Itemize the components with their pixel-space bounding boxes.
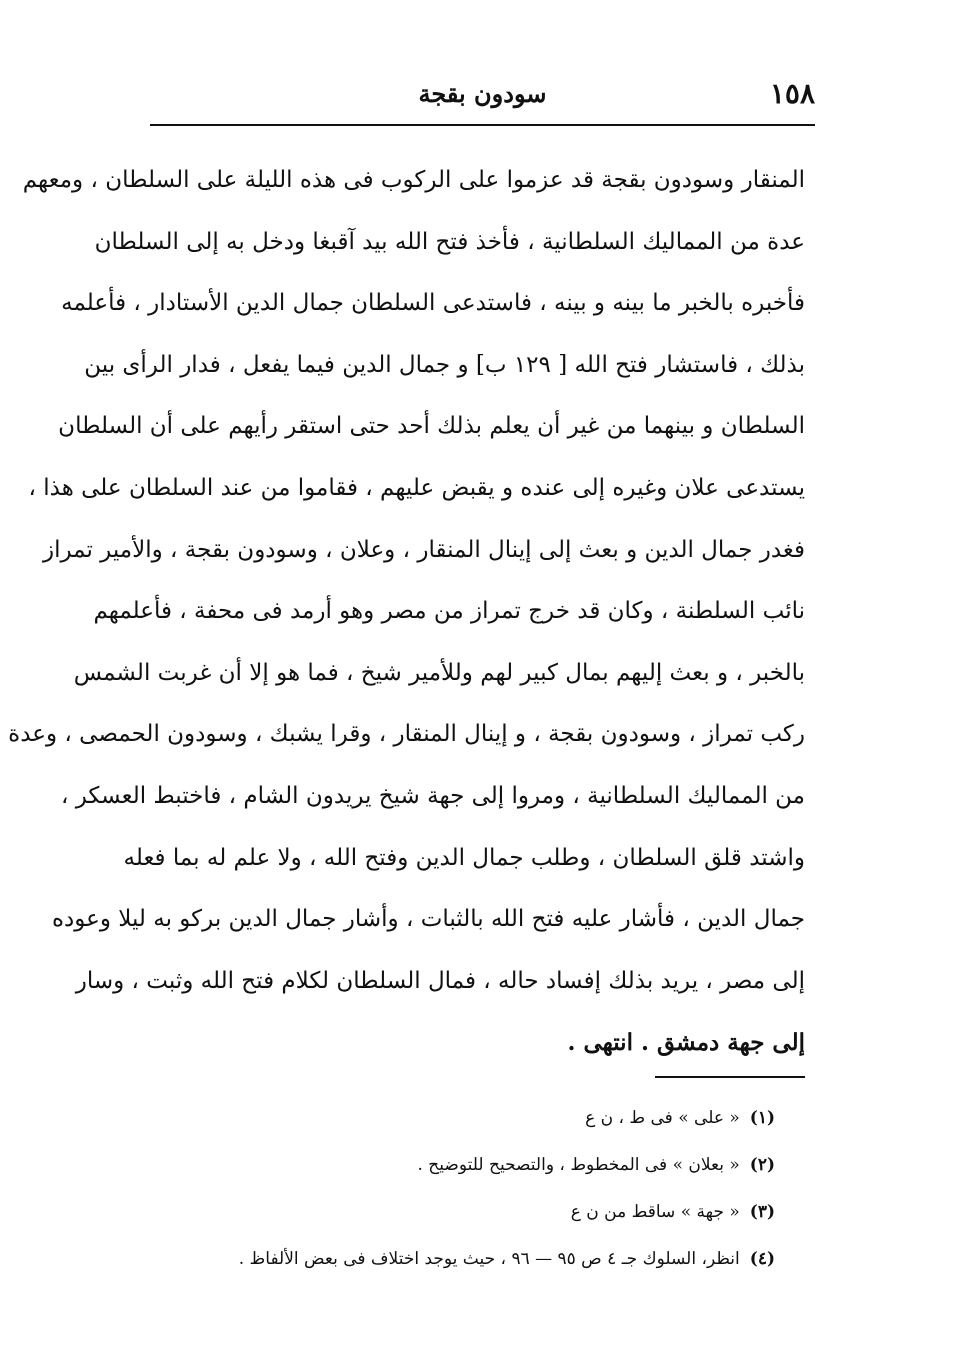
footnotes: [170, 1095, 775, 1283]
body-line: فغدر جمال الدين و بعث إلى إينال المنقار ، وعلان ، وسودون بقجة ، والأمير تمراز: [42, 536, 805, 563]
body-line: إلى مصر ، يريد بذلك إفساد حاله ، فمال السلطان لكلام فتح الله وثبت ، وسار: [75, 967, 805, 994]
footnote-number: (٢): [749, 1155, 775, 1175]
body-line: ركب تمراز ، وسودون بقجة ، و إينال المنقار ، وقرا يشبك ، وسودون الحمصى ، وعدة: [8, 721, 805, 748]
footnote-rule: [655, 1076, 805, 1078]
footnote-number: (٣): [749, 1202, 775, 1222]
footnote-text: « على » فى ط ، ن ع: [585, 1108, 740, 1128]
body-line: بالخبر ، و بعث إليهم بمال كبير لهم وللأمير شيخ ، فما هو إلا أن غربت الشمس: [73, 659, 805, 686]
footnote-number: (١): [749, 1108, 775, 1128]
body-line: نائب السلطنة ، وكان قد خرج تمراز من مصر وهو أرمد فى محفة ، فأعلمهم: [93, 598, 805, 625]
body-line: واشتد قلق السلطان ، وطلب جمال الدين وفتح الله ، ولا علم له بما فعله: [123, 844, 805, 871]
body-line: من المماليك السلطانية ، ومروا إلى جهة شيخ يريدون الشام ، فاختبط العسكر ،: [60, 782, 805, 809]
body-line: المنقار وسودون بقجة قد عزموا على الركوب فى هذه الليلة على السلطان ، ومعهم: [22, 167, 805, 193]
body-line: بذلك ، فاستشار فتح الله [ ١٢٩ ب] و جمال الدين فيما يفعل ، فدار الرأى بين: [84, 351, 805, 378]
running-title: سودون بقجة: [418, 79, 547, 108]
body-line: فأخبره بالخبر ما بينه و بينه ، فاستدعى السلطان جمال الدين الأستادار ، فأعلمه: [61, 290, 805, 317]
footnote: [170, 1236, 775, 1283]
body-line-final: إلى جهة دمشق . انتهى .: [567, 1029, 805, 1057]
footnote: [170, 1142, 775, 1189]
header-rule: [150, 124, 815, 126]
body-line: جمال الدين ، فأشار عليه فتح الله بالثبات ، وأشار جمال الدين بركو به ليلا وعوده: [51, 906, 805, 933]
footnote-text: انظر، السلوك جـ ٤ ص ٩٥ — ٩٦ ، حيث يوجد اختلاف فى بعض الألفاظ .: [238, 1249, 740, 1269]
page-number: ١٥٨: [769, 77, 815, 110]
running-head: [150, 72, 815, 116]
body-text: [8, 150, 805, 1074]
footnote-text: « جهة » ساقط من ن ع: [570, 1202, 740, 1222]
footnote-number: (٤): [749, 1249, 775, 1269]
body-line: يستدعى علان وغيره إلى عنده و يقبض عليهم ، فقاموا من عند السلطان على هذا ،: [28, 474, 805, 501]
footnote: [170, 1095, 775, 1142]
footnote: [170, 1189, 775, 1236]
footnote-text: « بعلان » فى المخطوط ، والتصحيح للتوضيح .: [417, 1155, 740, 1175]
body-line: السلطان و بينهما من غير أن يعلم بذلك أحد حتى استقر رأيهم على أن السلطان: [58, 413, 805, 440]
body-line: عدة من المماليك السلطانية ، فأخذ فتح الله بيد آقبغا ودخل به إلى السلطان: [94, 228, 805, 255]
